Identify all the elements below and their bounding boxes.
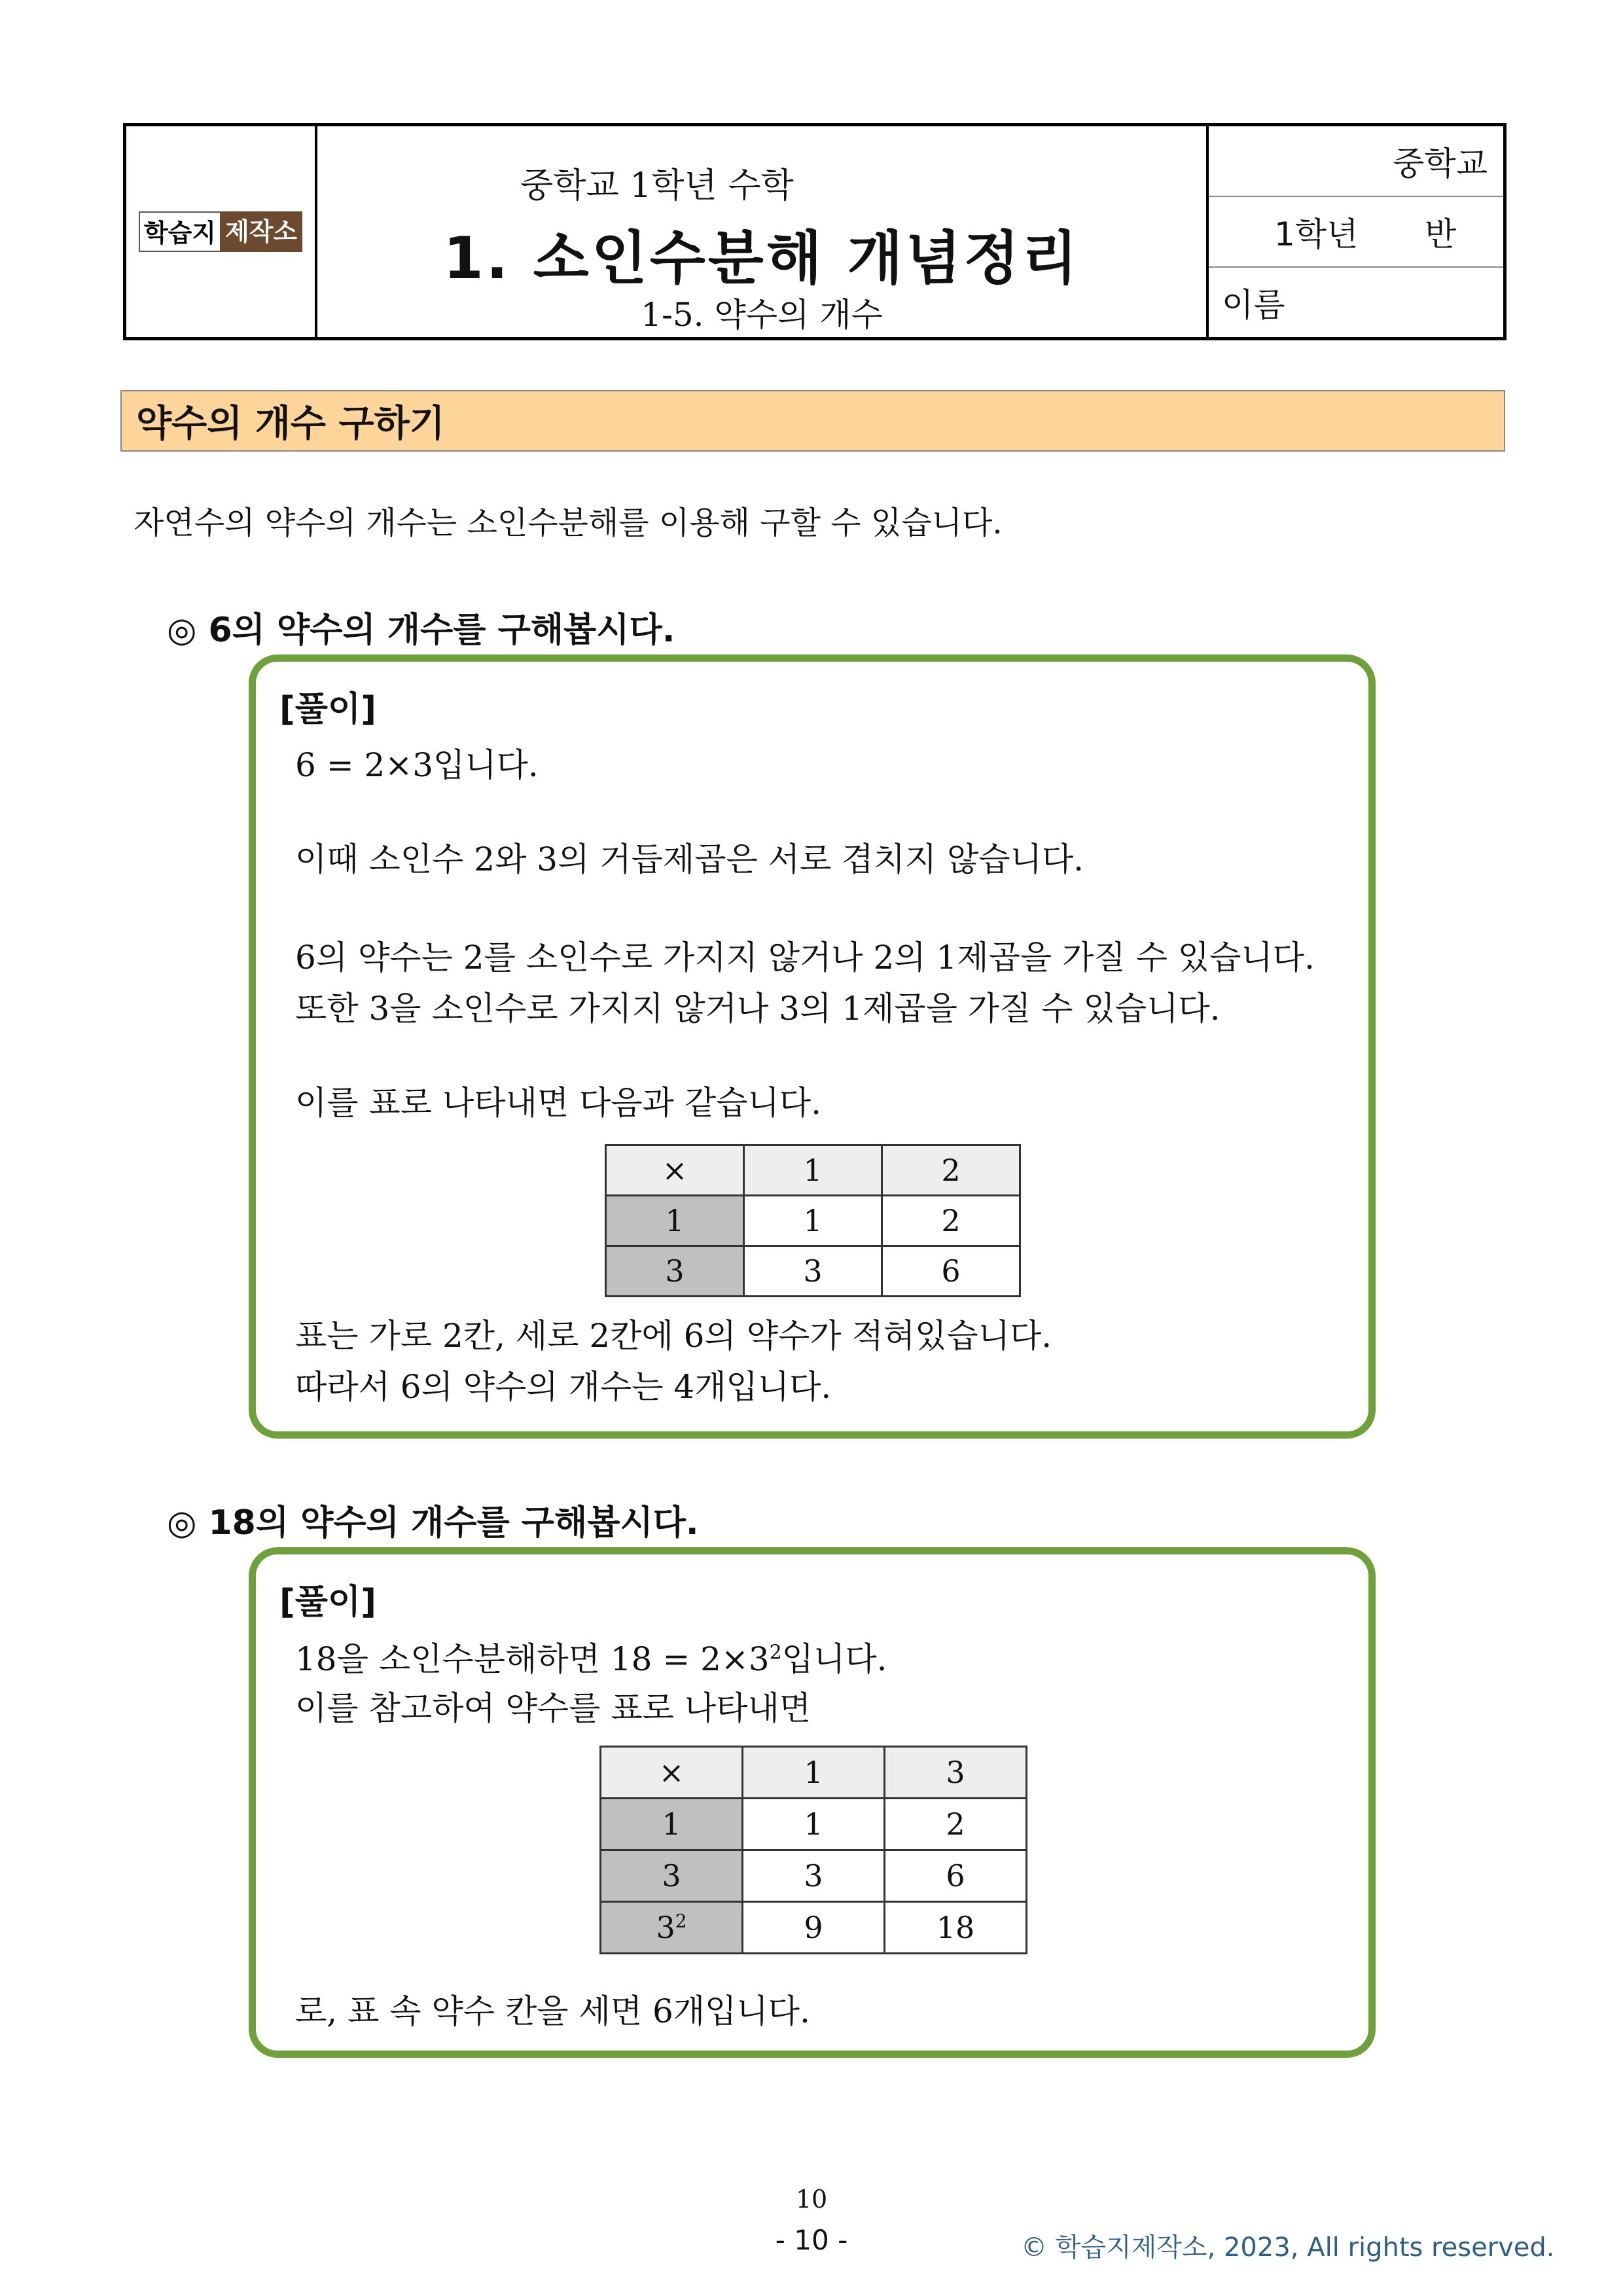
problem1-heading: ◎ 6의 약수의 개수를 구해봅시다.: [167, 611, 675, 650]
table-cell: ×: [601, 1747, 743, 1799]
exponent: 2: [675, 1910, 687, 1932]
solution-line: 이때 소인수 2와 3의 거듭제곱은 서로 겹치지 않습니다.: [295, 840, 1084, 878]
solution-line: 또한 3을 소인수로 가지지 않거나 3의 1제곱을 가질 수 있습니다.: [295, 990, 1221, 1028]
section-title: 약수의 개수 구하기: [136, 403, 445, 445]
table-cell: 2: [882, 1196, 1020, 1246]
problem1-solution-box: [249, 655, 1376, 1439]
table-row: [601, 1902, 1027, 1954]
table-cell: 1: [743, 1799, 885, 1850]
solution-line: [295, 1633, 887, 1680]
page-title: 1. 소인수분해 개념정리: [443, 224, 1080, 292]
problem2-heading: ◎ 18의 약수의 개수를 구해봅시다.: [167, 1503, 699, 1543]
table-cell: 3: [743, 1850, 885, 1902]
table-row: [606, 1246, 1020, 1297]
table-cell: 1: [601, 1799, 743, 1850]
class-label: 반: [1425, 215, 1457, 253]
intro-text: 자연수의 약수의 개수는 소인수분해를 이용해 구할 수 있습니다.: [134, 505, 1003, 541]
table-cell: 1: [744, 1145, 882, 1196]
problem2-solution-box: [249, 1547, 1376, 2058]
table-cell: ×: [606, 1145, 744, 1196]
logo-cell: [126, 126, 317, 337]
solution-label: [풀이]: [279, 690, 376, 729]
logo: [139, 211, 302, 252]
solution-line: 이를 참고하여 약수를 표로 나타내면: [295, 1689, 812, 1727]
school-label: 중학교: [1393, 145, 1488, 183]
table-cell: 1: [744, 1196, 882, 1246]
copyright-notice: © 학습지제작소, 2023, All rights reserved.: [1021, 2233, 1555, 2263]
table-cell: 18: [885, 1902, 1027, 1954]
solution-text: 입니다.: [781, 1640, 887, 1678]
table-row: [601, 1850, 1027, 1902]
table-cell: 2: [882, 1145, 1020, 1196]
page-label: - 10 -: [775, 2224, 848, 2256]
logo-text-part1: 학습지: [139, 211, 220, 252]
table-cell: 6: [882, 1246, 1020, 1297]
name-label: 이름: [1222, 286, 1285, 324]
table-cell: 9: [743, 1902, 885, 1954]
subject-label: 중학교 1학년 수학: [520, 166, 794, 206]
page-number: 10: [795, 2185, 828, 2214]
solution-line: 6 = 2×3입니다.: [295, 746, 539, 784]
title-cell: [317, 126, 1209, 337]
solution-text: 18을 소인수분해하면 18 = 2×3: [295, 1640, 770, 1678]
divisor-table-18: [599, 1746, 1027, 1954]
table-cell-base: 3: [656, 1910, 675, 1945]
school-row: [1209, 126, 1503, 197]
table-row: [606, 1145, 1020, 1196]
solution-line: 로, 표 속 약수 칸을 세면 6개입니다.: [295, 1992, 810, 2030]
divisor-table-6: [605, 1144, 1021, 1297]
table-cell: 1: [606, 1196, 744, 1246]
table-cell: 1: [743, 1747, 885, 1799]
table-cell: 3: [606, 1246, 744, 1297]
section-title-bar: [120, 390, 1505, 452]
student-info: [1209, 126, 1503, 337]
solution-line: 표는 가로 2칸, 세로 2칸에 6의 약수가 적혀있습니다.: [295, 1317, 1052, 1355]
grade-row: [1209, 197, 1503, 268]
table-row: [601, 1747, 1027, 1799]
grade-label: 1학년: [1274, 215, 1359, 253]
table-cell: 3: [885, 1747, 1027, 1799]
table-cell: 3: [744, 1246, 882, 1297]
table-row: [606, 1196, 1020, 1246]
page-subtitle: 1-5. 약수의 개수: [641, 296, 883, 334]
table-cell: 3: [601, 1850, 743, 1902]
logo-text-part2: 제작소: [220, 211, 302, 252]
table-cell: 2: [885, 1799, 1027, 1850]
table-row: [601, 1799, 1027, 1850]
name-row: [1209, 268, 1503, 337]
exponent: 2: [769, 1641, 782, 1664]
solution-line: 6의 약수는 2를 소인수로 가지지 않거나 2의 1제곱을 가질 수 있습니다.: [295, 939, 1315, 977]
table-cell: 6: [885, 1850, 1027, 1902]
solution-line: 따라서 6의 약수의 개수는 4개입니다.: [295, 1368, 832, 1406]
solution-line: 이를 표로 나타내면 다음과 같습니다.: [295, 1084, 821, 1122]
table-cell: [601, 1902, 743, 1954]
solution-label: [풀이]: [279, 1583, 376, 1622]
worksheet-header: [123, 123, 1507, 340]
